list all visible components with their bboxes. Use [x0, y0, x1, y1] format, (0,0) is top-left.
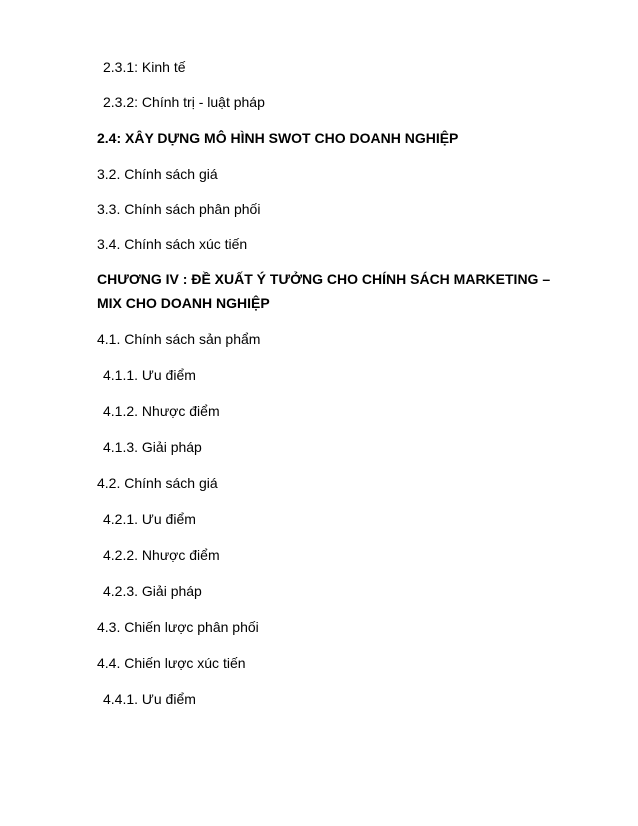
toc-item-4-2-2: 4.2.2. Nhược điểm [103, 547, 220, 563]
toc-chapter-4-title-line-1: CHƯƠNG IV : ĐỀ XUẤT Ý TƯỞNG CHO CHÍNH SÁCH MARKETING – [97, 271, 551, 287]
toc-item-4-4: 4.4. Chiến lược xúc tiến [97, 655, 246, 671]
toc-item-3-4: 3.4. Chính sách xúc tiến [97, 236, 248, 252]
toc-item-4-2: 4.2. Chính sách giá [97, 475, 218, 491]
toc-item-3-2: 3.2. Chính sách giá [97, 166, 218, 182]
toc-chapter-4-title-line-2: MIX CHO DOANH NGHIỆP [97, 295, 270, 311]
toc-item-4-4-1: 4.4.1. Ưu điểm [103, 691, 196, 707]
toc-item-4-1-1: 4.1.1. Ưu điểm [103, 367, 196, 383]
toc-item-4-1-3: 4.1.3. Giải pháp [103, 439, 202, 455]
toc-item-4-1-2: 4.1.2. Nhược điểm [103, 403, 220, 419]
toc-item-4-1: 4.1. Chính sách sản phẩm [97, 331, 261, 347]
toc-item-4-3: 4.3. Chiến lược phân phối [97, 619, 259, 635]
toc-item-3-3: 3.3. Chính sách phân phối [97, 201, 261, 217]
toc-heading-2-4: 2.4: XÂY DỰNG MÔ HÌNH SWOT CHO DOANH NGHIỆP [97, 130, 459, 146]
toc-item-2-3-2: 2.3.2: Chính trị - luật pháp [103, 94, 265, 110]
toc-item-4-2-3: 4.2.3. Giải pháp [103, 583, 202, 599]
toc-item-4-2-1: 4.2.1. Ưu điểm [103, 511, 196, 527]
toc-item-2-3-1: 2.3.1: Kinh tế [103, 59, 186, 75]
